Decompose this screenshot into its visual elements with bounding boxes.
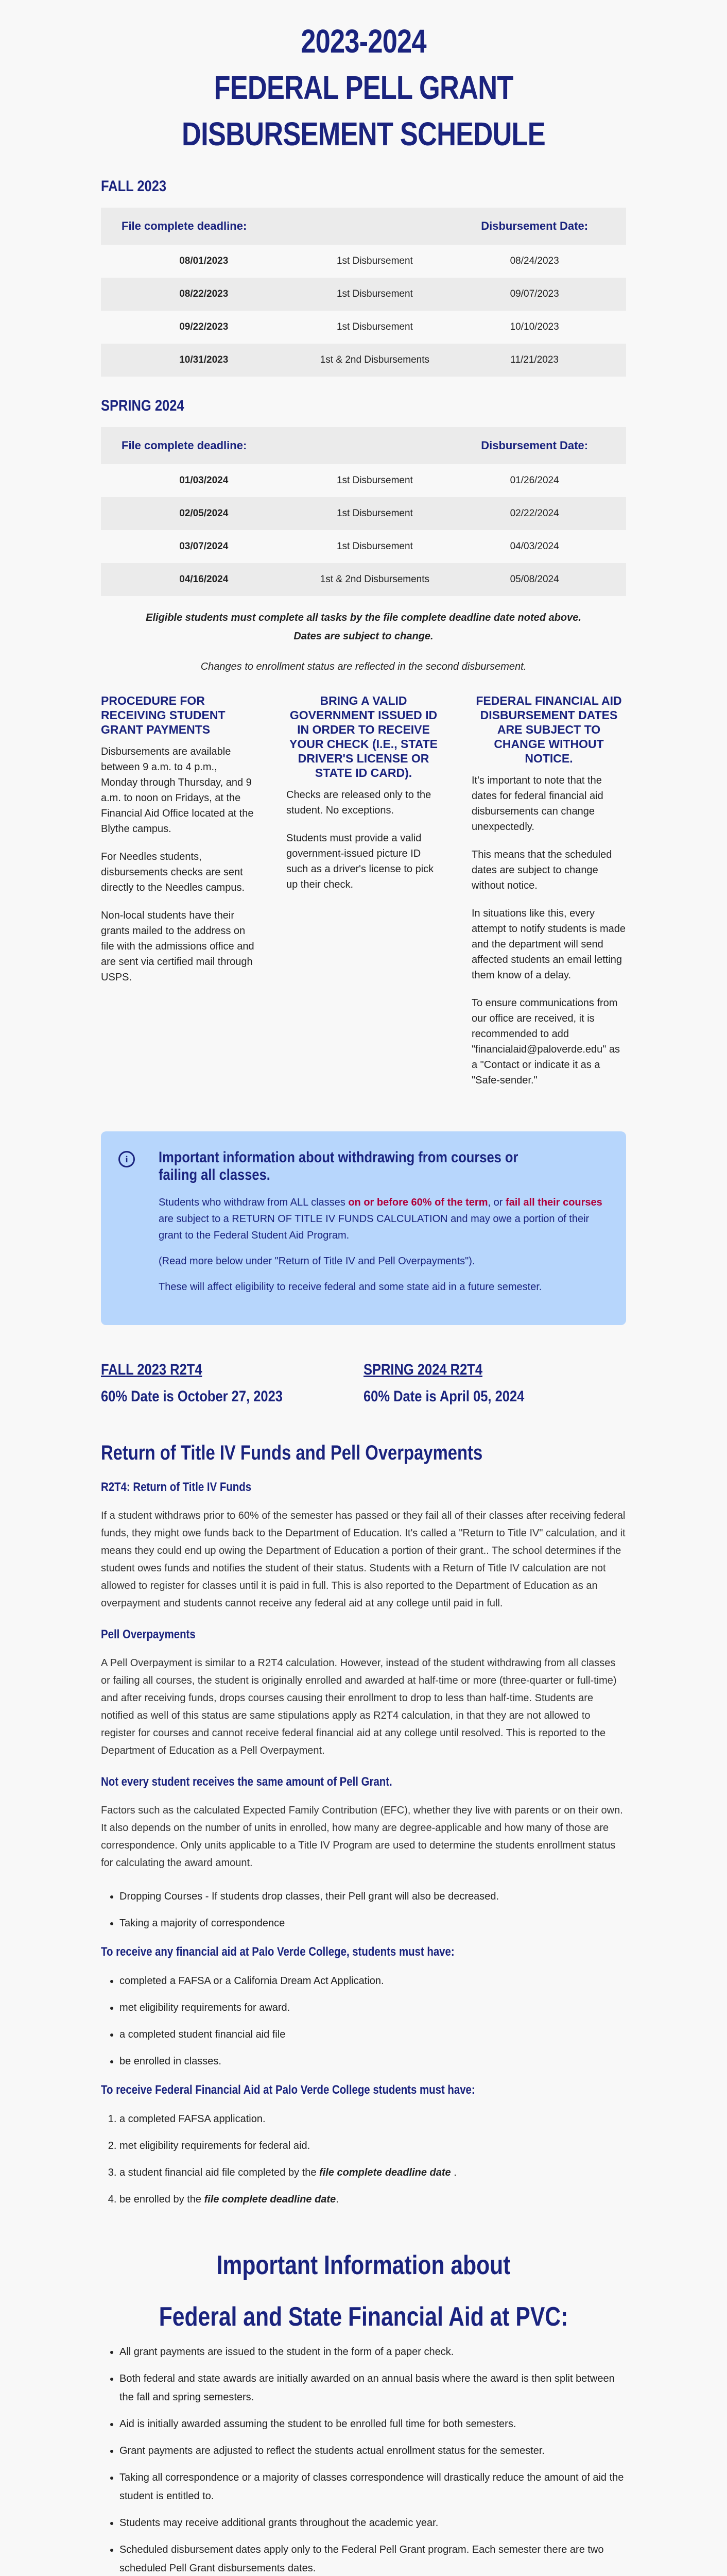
table-row <box>101 563 626 596</box>
return-heading: Return of Title IV Funds and Pell Overpayments <box>101 1442 483 1464</box>
fall-schedule-table <box>101 208 626 377</box>
paragraph: Checks are released only to the student. No exceptions. <box>286 789 431 816</box>
paragraph: If a student withdraws prior to 60% of the semester has passed or they fail all of their classes after receiving federal funds, they might owe funds back to the Department of Education. It's called a "Return to Title IV" calculation, and it means they could end up owing the Department of Education a portion of their grant.. The school determines if the student owes funds and notifies the student of their status. Students with a Return of Title IV calculation are not allowed to register for classes until it is paid in full. This is also reported to the Department of Education as an overpayment and students cannot receive any federal aid at any college until paid in full. <box>101 1510 626 1609</box>
table-cell: 11/21/2023 <box>443 344 626 377</box>
list-text: be enrolled by the <box>119 2194 204 2205</box>
list-emphasis: file complete deadline date <box>204 2194 336 2205</box>
list-item: • a completed student financial aid file <box>119 2025 626 2044</box>
list-item: • be enrolled in classes. <box>119 2052 626 2071</box>
spring-heading: SPRING 2024 <box>101 397 184 414</box>
eligibility-note-line: Dates are subject to change. <box>293 631 434 642</box>
list-item <box>119 2163 626 2182</box>
table-row <box>101 311 626 344</box>
subheading: R2T4: Return of Title IV Funds <box>101 1480 252 1494</box>
list-item: • met eligibility requirements for award. <box>119 1998 626 2017</box>
paragraph: In situations like this, every attempt to notify students is made and the department will send affected students an email letting them know of a delay. <box>472 908 626 981</box>
alert-highlight: fail all their courses <box>505 1197 602 1208</box>
paragraph: For Needles students, disbursements checks are sent directly to the Needles campus. <box>101 851 245 893</box>
r2t4-label: SPRING 2024 R2T4 <box>363 1361 483 1378</box>
subheading: To receive Federal Financial Aid at Palo Verde College students must have: <box>101 2083 475 2097</box>
r2t4-label: FALL 2023 R2T4 <box>101 1361 202 1378</box>
eligibility-note <box>101 608 626 646</box>
column-header: File complete deadline: <box>101 427 307 464</box>
table-cell: 08/01/2023 <box>179 256 229 266</box>
r2t4-value: 60% Date is October 27, 2023 <box>101 1388 283 1405</box>
alert-text: , or <box>488 1197 506 1208</box>
table-cell: 1st Disbursement <box>336 541 413 552</box>
list-item: • Scheduled disbursement dates apply only to the Federal Pell Grant program. Each semester there are two scheduled Pell Grant disbursements dates. <box>119 2540 626 2576</box>
alert-text: are subject to a RETURN OF TITLE IV FUNDS CALCULATION and may owe a portion of their grant to the Federal Student Aid Program. <box>159 1213 590 1241</box>
table-cell: 1st & 2nd Disbursements <box>307 563 443 596</box>
table-row <box>101 497 626 530</box>
list-item: • All grant payments are issued to the student in the form of a paper check. <box>119 2343 626 2361</box>
paragraph: It's important to note that the dates for federal financial aid disbursements can change unexpectedly. <box>472 775 603 833</box>
list-item: • Grant payments are adjusted to reflect the students actual enrollment status for the semester. <box>119 2442 626 2460</box>
r2t4-dates <box>101 1361 626 1405</box>
list-text: . <box>451 2167 457 2178</box>
fall-r2t4 <box>101 1361 363 1405</box>
page-title <box>101 0 626 157</box>
column-heading: FEDERAL FINANCIAL AID DISBURSEMENT DATES ARE SUBJECT TO CHANGE WITHOUT NOTICE. <box>476 694 622 765</box>
title-line: Important Information about <box>216 2250 511 2280</box>
table-cell: 03/07/2024 <box>179 541 229 552</box>
table-row <box>101 464 626 497</box>
id-column <box>286 693 441 1100</box>
procedure-column <box>101 693 255 1100</box>
column-header <box>307 208 443 245</box>
subheading: Pell Overpayments <box>101 1628 196 1641</box>
column-header <box>307 427 443 464</box>
spring-r2t4 <box>363 1361 626 1405</box>
dates-column <box>472 693 626 1100</box>
subheading: To receive any financial aid at Palo Verde College, students must have: <box>101 1945 455 1959</box>
federal-requirements-list <box>101 2110 626 2209</box>
table-cell: 1st & 2nd Disbursements <box>307 344 443 377</box>
important-info-title <box>101 2240 626 2343</box>
table-cell: 01/26/2024 <box>510 475 559 486</box>
list-text: . <box>336 2194 339 2205</box>
title-line: 2023-2024 <box>301 23 426 60</box>
paragraph: To ensure communications from our office are received, it is recommended to add "financialaid@paloverde.edu" as a "Contact or indicate it as a "Safe-sender." <box>472 997 620 1086</box>
table-cell: 08/24/2023 <box>510 256 559 266</box>
list-emphasis: file complete deadline date <box>319 2167 451 2178</box>
table-cell: 1st Disbursement <box>336 256 413 266</box>
list-item: • Aid is initially awarded assuming the student to be enrolled full time for both semesters. <box>119 2415 626 2433</box>
requirements-list <box>101 1972 626 2071</box>
table-cell: 1st Disbursement <box>307 278 443 311</box>
table-cell: 08/22/2023 <box>101 278 307 311</box>
enrollment-change-note: Changes to enrollment status are reflected in the second disbursement. <box>200 661 527 672</box>
list-text: a student financial aid file completed by the <box>119 2167 320 2178</box>
list-item: 2. met eligibility requirements for federal aid. <box>119 2137 626 2155</box>
info-columns <box>101 693 626 1100</box>
title-line: Federal and State Financial Aid at PVC: <box>159 2302 568 2332</box>
table-cell: 1st Disbursement <box>336 475 413 486</box>
table-row <box>101 530 626 563</box>
alert-heading: Important information about withdrawing from courses or failing all classes. <box>159 1149 518 1183</box>
table-cell: 01/03/2024 <box>179 475 229 486</box>
title-line: DISBURSEMENT SCHEDULE <box>182 115 545 152</box>
list-item: • Both federal and state awards are initially awarded on an annual basis where the award is then split between the fall and spring semesters. <box>119 2369 626 2406</box>
column-header: Disbursement Date: <box>443 208 626 245</box>
r2t4-value: 60% Date is April 05, 2024 <box>363 1388 525 1405</box>
list-item <box>119 2190 626 2209</box>
table-cell: 1st Disbursement <box>336 321 413 332</box>
table-cell: 10/31/2023 <box>101 344 307 377</box>
table-header-row <box>101 208 626 245</box>
factor-list <box>101 1887 626 1933</box>
spring-schedule-table <box>101 427 626 596</box>
table-row <box>101 344 626 377</box>
table-row <box>101 245 626 278</box>
alert-paragraph: (Read more below under "Return of Title IV and Pell Overpayments"). <box>159 1256 475 1267</box>
subheading: Not every student receives the same amount of Pell Grant. <box>101 1775 392 1789</box>
column-heading: BRING A VALID GOVERNMENT ISSUED ID IN ORDER TO RECEIVE YOUR CHECK (I.E., STATE DRIVER'S LICENSE OR STATE ID CARD). <box>289 694 438 779</box>
table-cell: 09/22/2023 <box>179 321 229 332</box>
table-cell: 10/10/2023 <box>510 321 559 332</box>
list-item: • Taking a majority of correspondence <box>119 1914 626 1933</box>
table-header-row <box>101 427 626 464</box>
alert-text: Students who withdraw from ALL classes <box>159 1197 349 1208</box>
table-row <box>101 278 626 311</box>
column-header: Disbursement Date: <box>443 427 626 464</box>
column-heading: PROCEDURE FOR RECEIVING STUDENT GRANT PAYMENTS <box>101 694 226 736</box>
alert-highlight: on or before 60% of the term <box>348 1197 488 1208</box>
fall-heading: FALL 2023 <box>101 178 167 195</box>
list-item: • Dropping Courses - If students drop classes, their Pell grant will also be decreased. <box>119 1887 626 1906</box>
table-cell: 1st Disbursement <box>307 497 443 530</box>
important-info-list <box>101 2343 626 2576</box>
table-cell: 02/22/2024 <box>443 497 626 530</box>
paragraph: Factors such as the calculated Expected Family Contribution (EFC), whether they live with parents or on their own. It also depends on the number of units in enrolled, how many are degree-applicable and how many of those are correspondence. Only units applicable to a Title IV Program are used to determine the students enrollment status for calculating the award amount. <box>101 1805 623 1869</box>
title-line: FEDERAL PELL GRANT <box>214 69 513 106</box>
table-cell: 04/03/2024 <box>510 541 559 552</box>
list-item: • Students may receive additional grants throughout the academic year. <box>119 2514 626 2532</box>
paragraph: Students must provide a valid government-issued picture ID such as a driver's license to pick up their check. <box>286 833 434 890</box>
eligibility-note-line: Eligible students must complete all tasks by the file complete deadline date noted above. <box>146 612 581 623</box>
paragraph: This means that the scheduled dates are subject to change without notice. <box>472 849 612 891</box>
alert-paragraph <box>159 1194 610 1244</box>
withdrawal-alert <box>101 1131 626 1325</box>
table-cell: 02/05/2024 <box>101 497 307 530</box>
list-item: • completed a FAFSA or a California Dream Act Application. <box>119 1972 626 1990</box>
table-cell: 04/16/2024 <box>101 563 307 596</box>
alert-paragraph: These will affect eligibility to receive federal and some state aid in a future semester. <box>159 1281 542 1293</box>
paragraph: A Pell Overpayment is similar to a R2T4 calculation. However, instead of the student withdrawing from all classes or failing all courses, the student is originally enrolled and awarded at half-time or more (three-quarter or full-time) and after receiving funds, drops courses causing their enrollment to drop to less than half-time. Students are notified as well of this status are same stipulations apply as R2T4 calculation, in that they are not allowed to register for courses and cannot receive federal financial aid at any college until resolved. This is reported to the Department of Education as a Pell Overpayment. <box>101 1657 617 1756</box>
paragraph: Disbursements are available between 9 a.m. to 4 p.m., Monday through Thursday, and 9 a.m. to noon on Fridays, at the Financial Aid Office located at the Blythe campus. <box>101 746 254 835</box>
paragraph: Non-local students have their grants mailed to the address on file with the admissions office and are sent via certified mail through USPS. <box>101 910 254 983</box>
table-cell: 09/07/2023 <box>443 278 626 311</box>
column-header: File complete deadline: <box>101 208 307 245</box>
list-item: • Taking all correspondence or a majority of classes correspondence will drastically reduce the amount of aid the student is entitled to. <box>119 2468 626 2505</box>
list-item: 1. a completed FAFSA application. <box>119 2110 626 2128</box>
info-icon: i <box>118 1151 135 1167</box>
table-cell: 05/08/2024 <box>443 563 626 596</box>
